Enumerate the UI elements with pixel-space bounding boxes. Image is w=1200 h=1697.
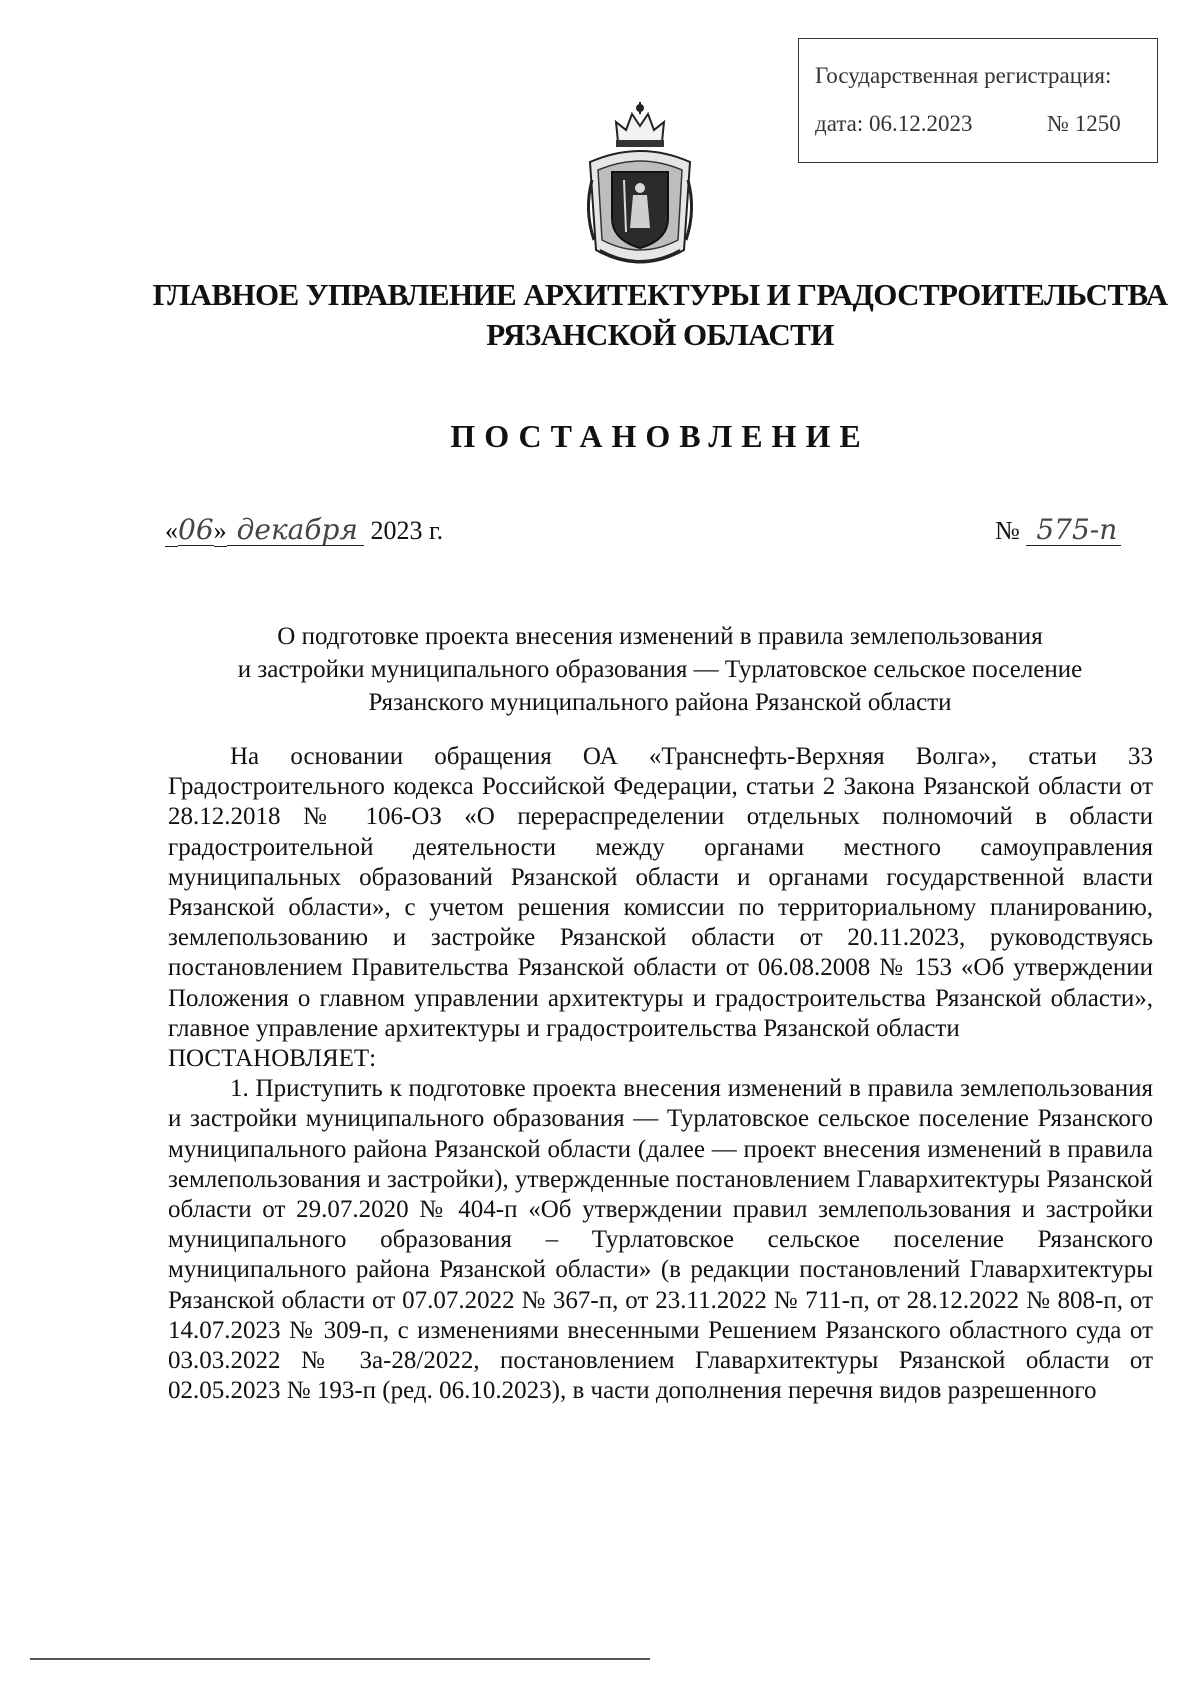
document-number xyxy=(995,515,1121,546)
registration-stamp xyxy=(798,38,1158,163)
number-value: 575-п xyxy=(1026,515,1121,546)
document-date xyxy=(165,515,443,547)
subject-line-2: и застройки муниципального образования — Турлатовское сельское поселение xyxy=(237,656,1083,683)
registration-date: дата: 06.12.2023 xyxy=(815,111,973,136)
date-year: 2023 г. xyxy=(370,516,444,545)
organization-line-2: РЯЗАНСКОЙ ОБЛАСТИ xyxy=(486,317,834,352)
organization-line-1: ГЛАВНОЕ УПРАВЛЕНИЕ АРХИТЕКТУРЫ И ГРАДОСТРОИТЕЛЬСТВА xyxy=(152,277,1168,312)
document-type-heading: ПОСТАНОВЛЕНИЕ xyxy=(450,418,870,454)
footer-divider xyxy=(30,1658,650,1660)
document-body xyxy=(168,742,1153,1406)
date-close-quote: » xyxy=(213,516,227,545)
registration-number: № 1250 xyxy=(1047,111,1121,136)
subject-line-1: О подготовке проекта внесения изменений в правила землепользования xyxy=(277,623,1043,650)
organization-name xyxy=(0,275,1200,355)
document-subject xyxy=(165,620,1155,719)
registration-details xyxy=(815,109,1157,139)
subject-line-3: Рязанского муниципального района Рязанской области xyxy=(368,689,952,716)
registration-title: Государственная регистрация: xyxy=(815,63,1112,88)
ryazan-coat-of-arms-icon xyxy=(580,100,700,275)
date-day: 06 xyxy=(178,513,214,546)
item-1-paragraph: 1. Приступить к подготовке проекта внесения изменений в правила землепользования и застройки муниципального образования — Турлатовское сельское поселение Рязанского муниципального района Рязанской области (далее — проект внесения изменений в правила землепользования и застройки), утвержденные постановлением Главархитектуры Рязанской области от 29.07.2020 № 404-п «Об утверждении правил землепользования и застройки муниципального образования – Турлатовское сельское поселение Рязанского муниципального района Рязанской области» (в редакции постановлений Главархитектуры Рязанской области от 07.07.2022 № 367-п, от 23.11.2022 № 711-п, от 28.12.2022 № 808-п, от 14.07.2023 № 309-п, с изменениями внесенными Решением Рязанского областного суда от 03.03.2022 № 3а-28/2022, постановлением Главархитектуры Рязанской области от 02.05.2023 № 193-п (ред. 06.10.2023), в части дополнения перечня видов разрешенного xyxy=(168,1075,1153,1405)
resolves-heading: ПОСТАНОВЛЯЕТ: xyxy=(168,1045,377,1073)
preamble-paragraph: На основании обращения ОА «Транснефть-Верхняя Волга», статьи 33 Градостроительного кодекса Российской Федерации, статьи 2 Закона Рязанской области от 28.12.2018 № 106-ОЗ «О перераспределении отдельных полномочий в области градостроительной деятельности между органами местного самоуправления муниципальных образований Рязанской области и органами государственной власти Рязанской области», с учетом решения комиссии по территориальному планированию, землепользованию и застройке Рязанской области от 20.11.2023, руководствуясь постановлением Правительства Рязанской области от 06.08.2008 № 153 «Об утверждении Положения о главном управлении архитектуры и градостроительства Рязанской области», главное управление архитектуры и градостроительства Рязанской области xyxy=(168,743,1153,1042)
number-label: № xyxy=(995,516,1020,545)
date-month: декабря xyxy=(227,515,364,546)
date-open-quote: « xyxy=(165,516,178,545)
